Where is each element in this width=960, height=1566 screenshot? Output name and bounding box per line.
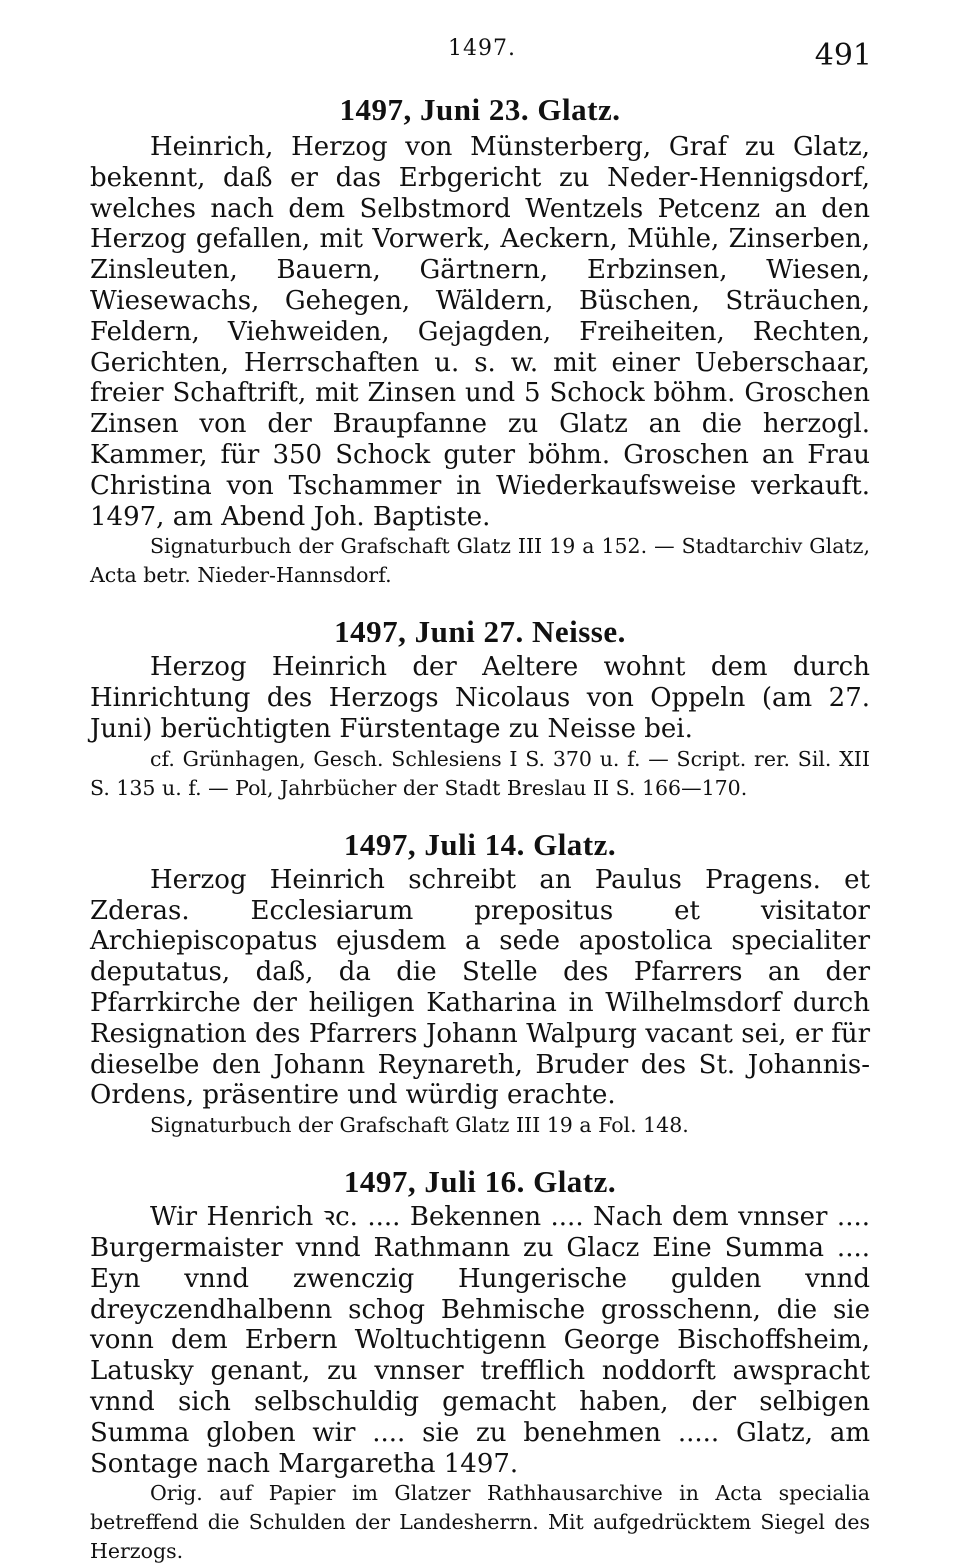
entry-source: Signaturbuch der Grafschaft Glatz III 19 a 152. — Stadtarchiv Glatz, Acta betr. Nieder-Hannsdorf. [90, 534, 870, 588]
entry-body: Heinrich, Herzog von Münsterberg, Graf zu Glatz, bekennt, daß er das Erbgericht zu Neder-Hennigsdorf, welches nach dem Selbstmord Wentzels Petcenz an den Herzog gefallen, mit Vorwerk, Aeckern, Mühle, Zinserben, Zinsleuten, Bauern, Gärtnern, Erbzinsen, Wiesen, Wiesewachs, Gehegen, Wäldern, Büschen, Sträuchen, Feldern, Viehweiden, Gejagden, Freiheiten, Rechten, Gerichten, Herrschaften u. s. w. mit einer Ueberschaar, freier Schaftrift, mit Zinsen und 5 Schock böhm. Groschen Zinsen von der Braupfanne zu Glatz an die herzogl. Kammer, für 350 Schock guter böhm. Groschen an Frau Christina von Tschammer in Wiederkaufsweise verkauft. 1497, am Abend Joh. Baptiste. [90, 132, 870, 532]
page-number: 491 [814, 38, 872, 73]
entry-1497-juni-23 [90, 90, 870, 590]
entry-source: Signaturbuch der Grafschaft Glatz III 19 a Fol. 148. [150, 1113, 689, 1138]
entry-source: cf. Grünhagen, Gesch. Schlesiens I S. 370 u. f. — Script. rer. Sil. XII S. 135 u. f. — Pol, Jahrbücher der Stadt Breslau II S. 166—170. [90, 746, 870, 800]
entry-heading: 1497, Juli 14. Glatz. [343, 826, 617, 862]
page-content [90, 90, 870, 1566]
entry-1497-juli-14 [90, 825, 870, 1140]
entry-heading: 1497, Juni 27. Neisse. [334, 614, 626, 650]
entry-1497-juli-16 [90, 1162, 870, 1566]
running-head [0, 36, 960, 76]
entry-heading: 1497, Juni 23. Glatz. [339, 92, 621, 127]
running-head-year: 1497. [448, 36, 516, 61]
entry-gap [90, 803, 870, 825]
entry-body: Herzog Heinrich schreibt an Paulus Pragens. et Zderas. Ecclesiarum prepositus et visitator Archiepiscopatus ejusdem a sede apostolica specialiter deputatus, daß, da die Stelle des Pfarrers an der Pfarrkirche der heiligen Katharina in Wilhelmsdorf durch Resignation des Pfarrers Johann Walpurg vacant sei, er für dieselbe den Johann Reynareth, Bruder des St. Johannis-Ordens, präsentire und würdig erachte. [90, 864, 870, 1111]
entry-body: Herzog Heinrich der Aeltere wohnt dem durch Hinrichtung des Herzogs Nicolaus von Oppeln (am 27. Juni) berüchtigten Fürstentage zu Neisse bei. [90, 652, 870, 744]
entry-heading: 1497, Juli 16. Glatz. [343, 1164, 617, 1200]
entry-body: Wir Henrich ꝛc. .... Bekennen .... Nach dem vnnser .... Burgermaister vnnd Rathmann zu Glacz Eine Summa .... Eyn vnnd zwenczig Hungerische gulden vnnd dreyczendhalbenn schog Behmische grosschenn, die sie vonn dem Erbern Woltuchtigenn George Bischoffsheim, Latusky genant, zu vnnser trefflich noddorft awspracht vnnd sich selbschuldig gemacht haben, der selbigen Summa globen wir .... sie zu benehmen ..... Glatz, am Sontage nach Margaretha 1497. [90, 1202, 870, 1479]
entry-gap [90, 1140, 870, 1162]
entry-source: Orig. auf Papier im Glatzer Rathhausarchive in Acta specialia betreffend die Schulden der Landesherrn. Mit aufgedrücktem Siegel des Herzogs. [90, 1481, 870, 1564]
entry-1497-juni-27 [90, 612, 870, 802]
entry-gap [90, 590, 870, 612]
